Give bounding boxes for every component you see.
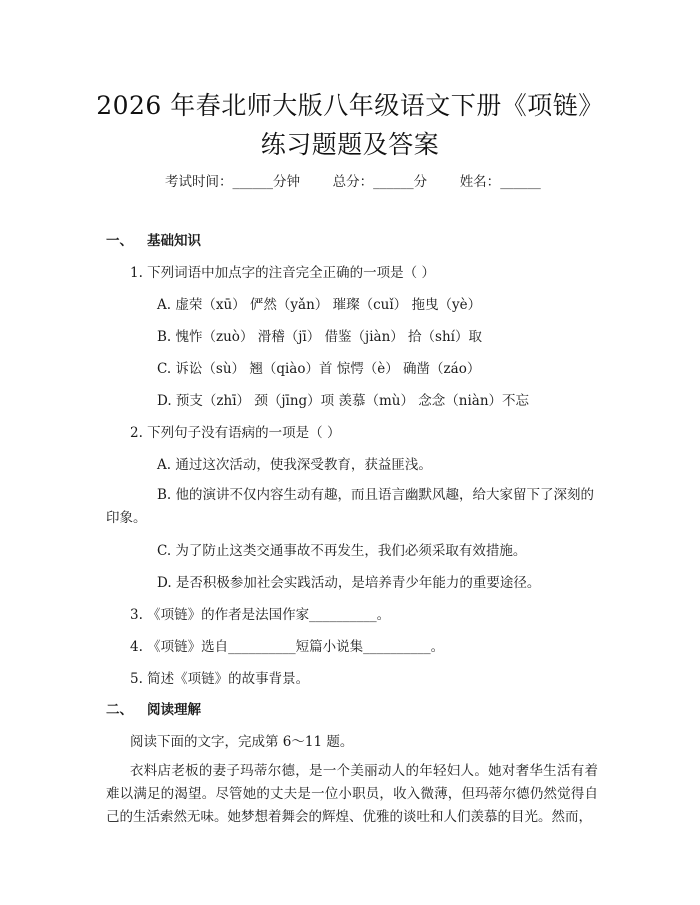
name-blank: ______ [500,174,541,190]
question-2-option-a: A. 通过这次活动，使我深受教育，获益匪浅。 [157,457,432,473]
time-unit: 分钟 [273,174,300,190]
question-1-option-d: D. 预支（zhī） 颈（jīng）项 羡慕（mù） 念念（niàn）不忘 [157,393,530,409]
score-label: 总分： [332,174,374,190]
section-title: 阅读理解 [147,702,201,718]
question-1-stem: 1. 下列词语中加点字的注音完全正确的一项是（ ） [130,265,435,281]
question-2-option-d: D. 是否积极参加社会实践活动，是培养青少年能力的重要途径。 [157,575,541,591]
reading-instruction: 阅读下面的文字，完成第 6～11 题。 [130,734,354,750]
question-1-option-c: C. 诉讼（sù） 翘（qiào）首 惊愕（è） 确凿（záo） [157,361,481,377]
question-1-option-b: B. 愧怍（zuò） 滑稽（jī） 借鉴（jiàn） 拾（shí）取 [157,329,483,345]
name-label: 姓名： [459,174,501,190]
question-1-option-a: A. 虚荣（xū） 俨然（yǎn） 璀璨（cuǐ） 拖曳（yè） [157,297,482,313]
document-title-line2: 练习题题及答案 [260,130,440,159]
section-number: 一、 [106,233,133,249]
question-5: 5. 简述《项链》的故事背景。 [130,671,310,687]
score-unit: 分 [413,174,428,190]
question-4: 4. 《项链》选自__________短篇小说集__________。 [130,639,445,655]
section-title: 基础知识 [147,233,201,249]
reading-passage: 衣料店老板的妻子玛蒂尔德，是一个美丽动人的年轻妇人。她对奢华生活有着难以满足的渴望。尽管她的丈夫是一位小职员，收入微薄，但玛蒂尔德仍然觉得自己的生活索然无味。她梦想着舞会的辉煌、优雅的谈吐和人们羡慕的目光。然而， [106,763,598,825]
section-heading-reading [106,698,201,718]
question-3: 3. 《项链》的作者是法国作家__________。 [130,607,391,623]
score-blank: ______ [373,174,414,190]
question-2-option-b: B. 他的演讲不仅内容生动有趣，而且语言幽默风趣，给大家留下了深刻的印象。 [106,487,595,526]
time-label: 考试时间： [165,174,233,190]
question-2-option-c: C. 为了防止这类交通事故不再发生，我们必须采取有效措施。 [157,543,527,559]
exam-meta [165,170,541,190]
section-heading-basic [106,229,201,249]
section-number: 二、 [106,702,133,718]
question-2-stem: 2. 下列句子没有语病的一项是（ ） [130,425,341,441]
time-blank: ______ [232,174,273,190]
document-title-line1: 2026 年春北师大版八年级语文下册《项链》 [96,91,604,120]
